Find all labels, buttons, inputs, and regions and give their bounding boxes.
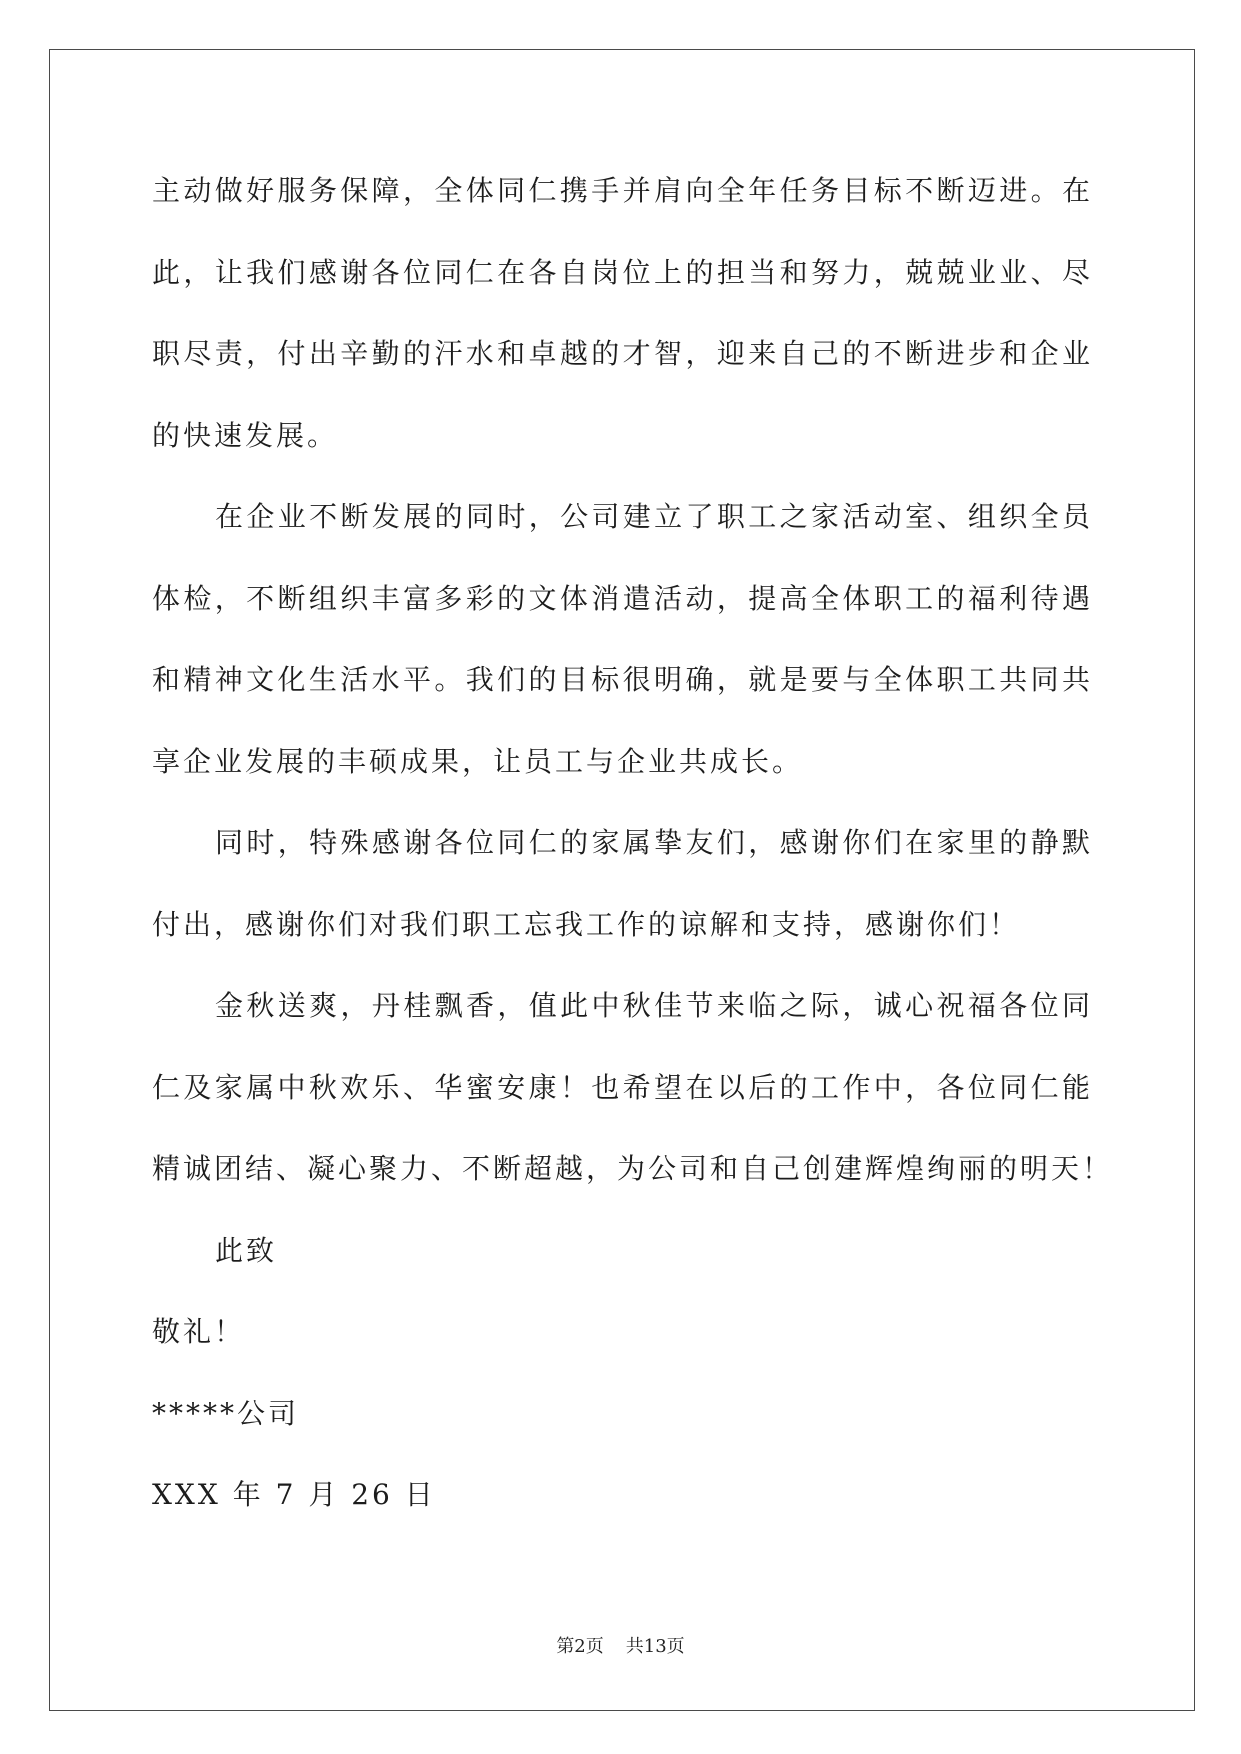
body-line: 和精神文化生活水平。我们的目标很明确，就是要与全体职工共同共	[152, 663, 1093, 696]
closing-regards: 敬礼！	[152, 1315, 246, 1348]
page-total: 共13页	[625, 1636, 685, 1657]
body-line: 体检，不断组织丰富多彩的文体消遣活动，提高全体职工的福利待遇	[152, 581, 1093, 615]
closing-salutation: 此致	[215, 1233, 278, 1267]
signature: *****公司	[152, 1396, 300, 1430]
body-line: 仁及家属中秋欢乐、华蜜安康！也希望在以后的工作中，各位同仁能	[152, 1070, 1093, 1104]
body-line: 付出，感谢你们对我们职工忘我工作的谅解和支持，感谢你们！	[152, 907, 1021, 941]
body-line: 此，让我们感谢各位同仁在各自岗位上的担当和努力，兢兢业业、尽	[152, 255, 1093, 289]
body-line: 的快速发展。	[152, 418, 339, 452]
page-number: 第2页	[556, 1636, 604, 1657]
body-line: 在企业不断发展的同时，公司建立了职工之家活动室、组织全员	[215, 500, 1093, 533]
body-line: 精诚团结、凝心聚力、不断超越，为公司和自己创建辉煌绚丽的明天！	[152, 1152, 1114, 1185]
body-line: 享企业发展的丰硕成果，让员工与企业共成长。	[152, 744, 804, 778]
body-line: 职尽责，付出辛勤的汗水和卓越的才智，迎来自己的不断进步和企业	[152, 337, 1093, 370]
letter-date: XXX 年 7 月 26 日	[152, 1478, 436, 1511]
body-line: 金秋送爽，丹桂飘香，值此中秋佳节来临之际，诚心祝福各位同	[215, 989, 1093, 1022]
page-footer	[0, 1634, 1241, 1660]
body-line: 同时，特殊感谢各位同仁的家属挚友们，感谢你们在家里的静默	[215, 826, 1093, 859]
letter-body	[152, 150, 1114, 1536]
body-line: 主动做好服务保障，全体同仁携手并肩向全年任务目标不断迈进。在	[152, 174, 1093, 207]
